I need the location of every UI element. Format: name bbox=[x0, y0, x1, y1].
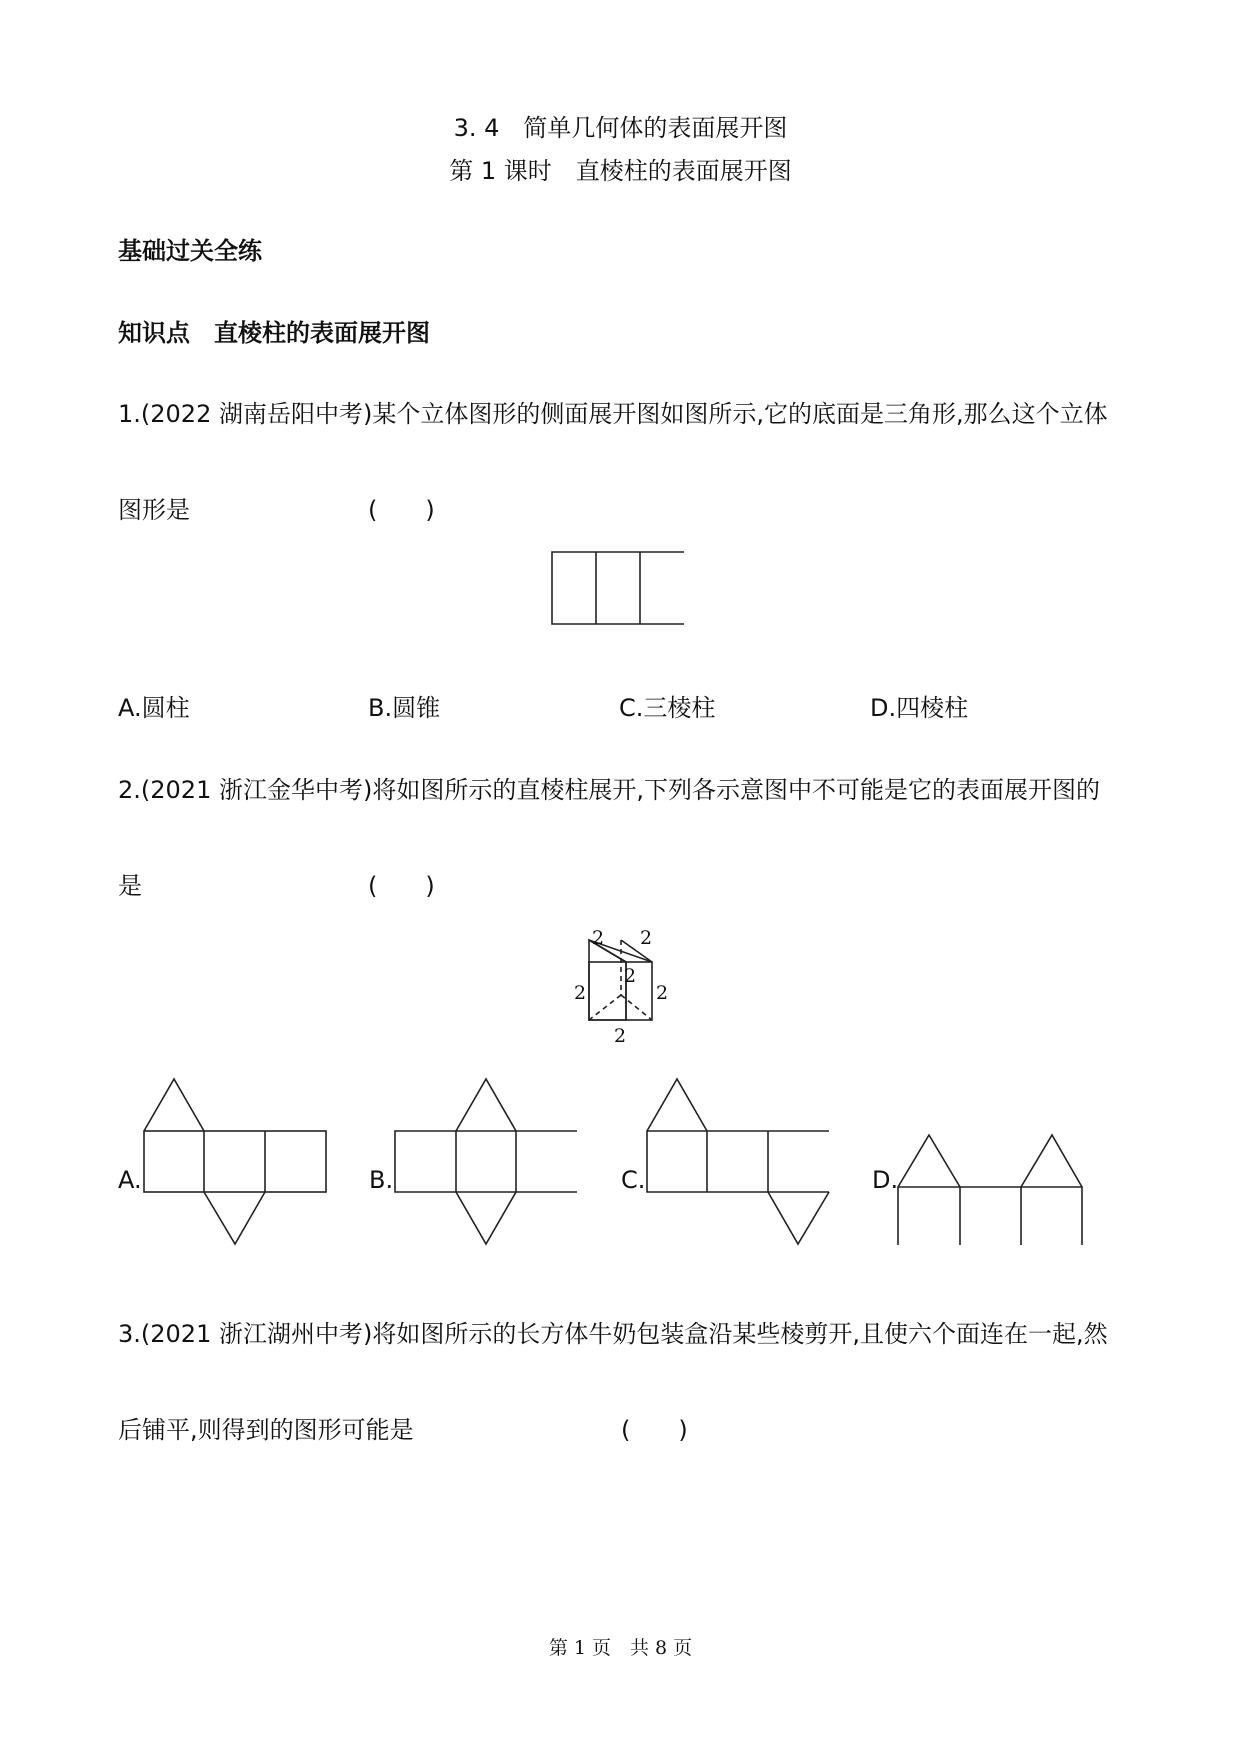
prism-label-right: 2 bbox=[656, 982, 669, 1004]
question-2-text-cont: 是 bbox=[118, 872, 142, 900]
question-2-option-d[interactable]: D. bbox=[872, 1166, 899, 1194]
net-option-c bbox=[647, 1079, 829, 1244]
knowledge-point-heading: 知识点 直棱柱的表面展开图 bbox=[118, 319, 430, 347]
page-footer: 第 1 页 共 8 页 bbox=[548, 1637, 693, 1659]
question-3-text: 3.(2021 浙江湖州中考)将如图所示的长方体牛奶包装盒沿某些棱剪开,且使六个面连在一起,然 bbox=[118, 1320, 1108, 1348]
question-1-option-c[interactable]: C.三棱柱 bbox=[619, 694, 716, 722]
question-2-text: 2.(2021 浙江金华中考)将如图所示的直棱柱展开,下列各示意图中不可能是它的表面展开图的 bbox=[118, 776, 1100, 804]
question-1-text: 1.(2022 湖南岳阳中考)某个立体图形的侧面展开图如图所示,它的底面是三角形,那么这个立体 bbox=[118, 400, 1108, 428]
question-1-option-b[interactable]: B.圆锥 bbox=[368, 694, 441, 722]
question-3-text-cont: 后铺平,则得到的图形可能是 bbox=[118, 1416, 414, 1444]
practice-heading: 基础过关全练 bbox=[118, 237, 262, 265]
section-title: 3. 4 简单几何体的表面展开图 bbox=[453, 114, 788, 142]
question-2-option-c[interactable]: C. bbox=[621, 1166, 646, 1194]
question-1-option-a[interactable]: A.圆柱 bbox=[118, 694, 190, 722]
prism-label-inner: 2 bbox=[624, 965, 637, 987]
net-option-b bbox=[395, 1079, 577, 1244]
question-3-answer-blank: ( ) bbox=[621, 1416, 688, 1444]
question-2-option-b[interactable]: B. bbox=[369, 1166, 394, 1194]
net-option-a bbox=[144, 1079, 326, 1244]
lesson-title: 第 1 课时 直棱柱的表面展开图 bbox=[449, 157, 792, 185]
net-option-d bbox=[898, 1135, 1082, 1245]
prism-label-top-right: 2 bbox=[640, 927, 653, 949]
question-1-text-cont: 图形是 bbox=[118, 496, 190, 524]
question-2-answer-blank: ( ) bbox=[368, 872, 435, 900]
question-1-option-d[interactable]: D.四棱柱 bbox=[870, 694, 969, 722]
question-2-option-a[interactable]: A. bbox=[118, 1166, 142, 1194]
prism-label-left: 2 bbox=[574, 982, 587, 1004]
prism-label-top-left: 2 bbox=[592, 927, 605, 949]
question-1-answer-blank: ( ) bbox=[368, 496, 435, 524]
prism-label-bottom: 2 bbox=[614, 1025, 627, 1047]
